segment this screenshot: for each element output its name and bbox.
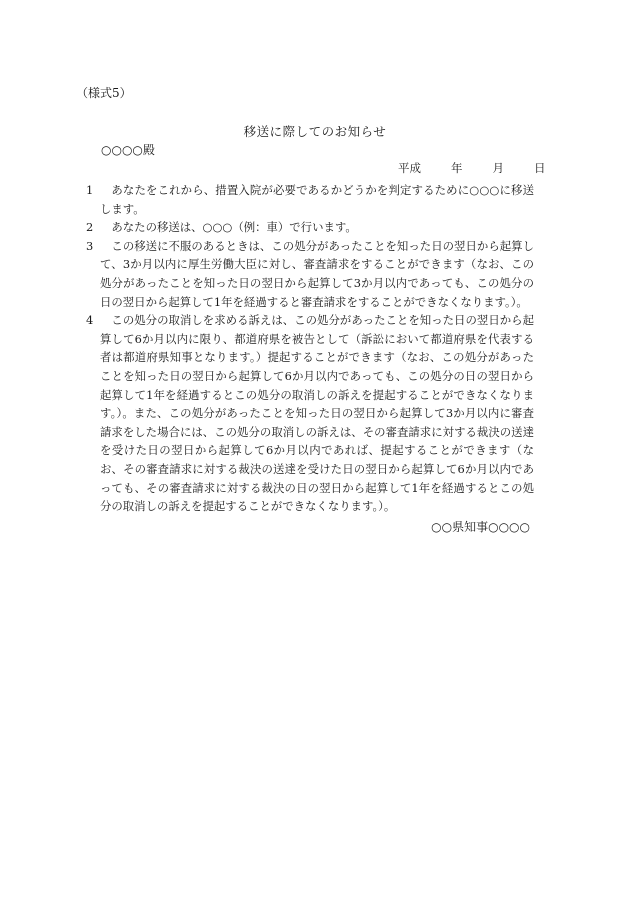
issuer-signature: ○○県知事○○○○ [431,520,530,534]
notice-items [86,181,534,516]
form-label: （様式5） [76,86,132,100]
item-text: あなたをこれから、措置入院が必要であるかどうかを判定するために○○○に移送します。 [100,183,534,216]
notice-item [86,237,534,311]
date-era: 平成 [398,161,421,175]
notice-item [86,311,534,516]
item-number: 3 [86,238,94,253]
date-day-unit: 日 [534,161,546,175]
date-month-unit: 月 [492,161,504,175]
item-text: この処分の取消しを求める訴えは、この処分があったことを知った日の翌日から起算して6か月以内に限り、都道府県を被告として（訴訟において都道府県を代表する者は都道府県知事となります。）提起することができます（なお、この処分があったことを知った日の翌日から起算して6か月以内であっても、この処分の日の翌日から起算して1年を経過するとこの処分の取消しの訴えを提起することができなくなります。）。また、この処分があったことを知った日の翌日から起算して3か月以内に審査請求をした場合には、この処分の取消しの訴えは、その審査請求に対する裁決の送達を受けた日の翌日から起算して6か月以内であれば、提起することができます（なお、その審査請求に対する裁決の送達を受けた日の翌日から起算して6か月以内であっても、その審査請求に対する裁決の日の翌日から起算して1年を経過するとこの処分の取消しの訴えを提起することができなくなります。）。 [100,313,534,514]
item-number: 1 [86,183,94,197]
document-title: 移送に際してのお知らせ [243,124,387,139]
item-text: この移送に不服のあるときは、この処分があったことを知った日の翌日から起算して、3か月以内に厚生労働大臣に対し、審査請求をすることができます（なお、この処分があったことを知った日の翌日から起算して3か月以内であっても、この処分の日の翌日から起算して1年を経過すると審査請求をすることができなくなります。）。 [100,238,534,309]
addressee: ○○○○殿 [101,143,155,157]
item-number: 2 [86,220,94,235]
date-year-unit: 年 [451,161,463,175]
date-line [398,160,546,176]
item-text: あなたの移送は、○○○（例：車）で行います。 [111,220,357,235]
notice-item [86,218,534,237]
notice-item [86,181,534,218]
item-number: 4 [86,313,94,328]
